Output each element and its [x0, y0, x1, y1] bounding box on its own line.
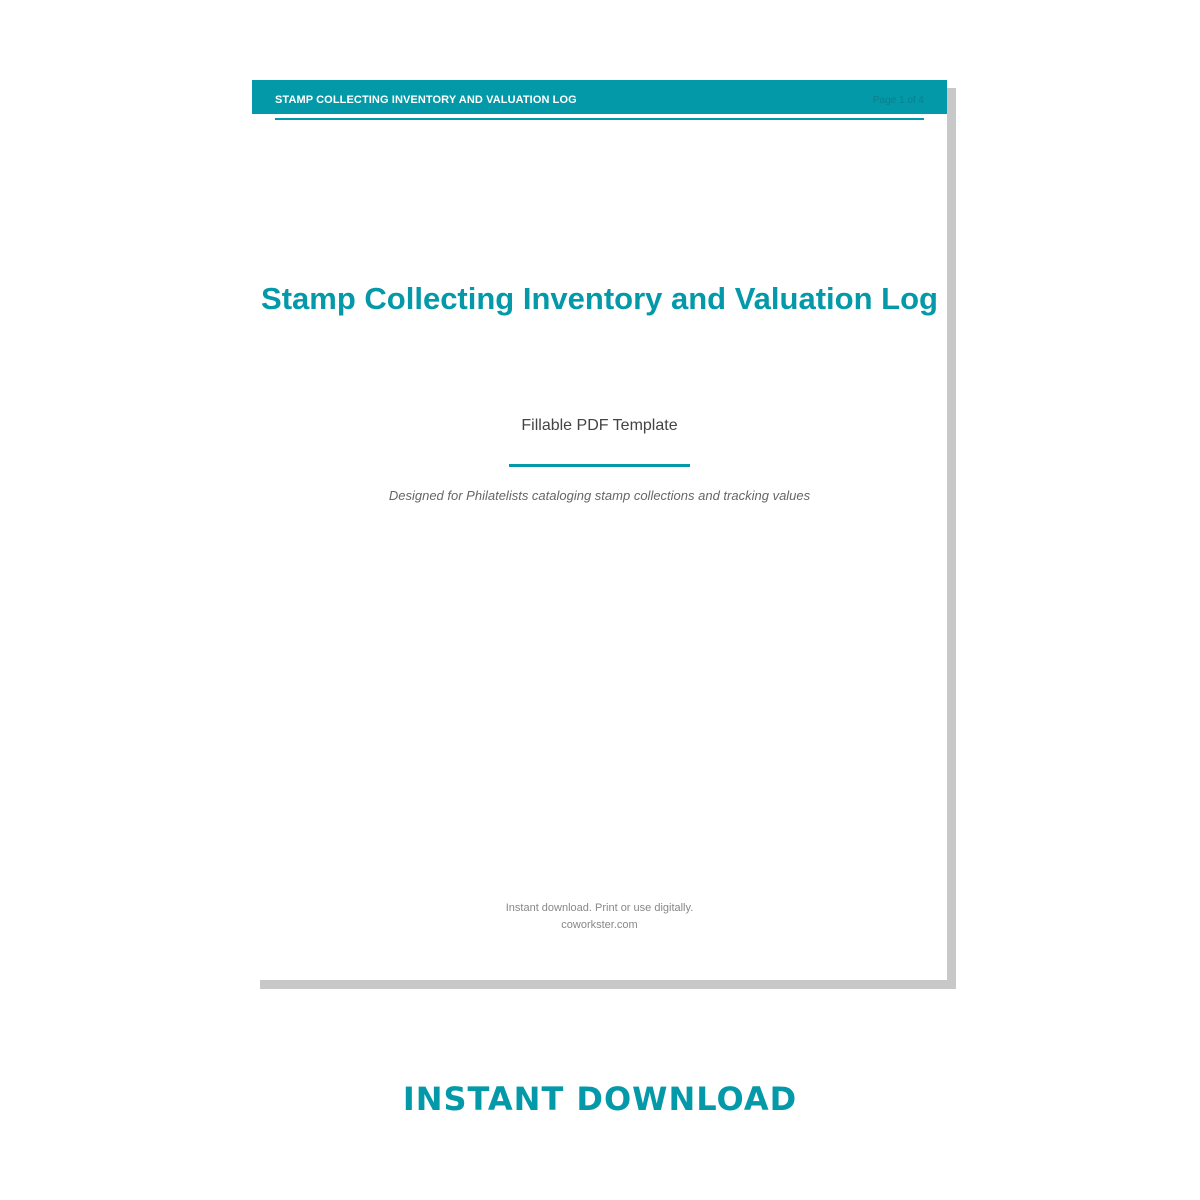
- document-page: [252, 80, 947, 980]
- header-title: STAMP COLLECTING INVENTORY AND VALUATION LOG: [275, 94, 577, 106]
- footer-website: coworkster.com: [561, 919, 638, 931]
- page-indicator: Page 1 of 4: [872, 95, 924, 106]
- header-band: [252, 80, 947, 114]
- title-divider: [509, 464, 690, 467]
- instant-download-label: INSTANT DOWNLOAD: [402, 1080, 798, 1118]
- header-rule: [275, 118, 924, 120]
- footer-note: Instant download. Print or use digitally.: [505, 902, 694, 914]
- document-audience: Designed for Philatelists cataloging stamp collections and tracking values: [388, 488, 811, 503]
- document-title: Stamp Collecting Inventory and Valuation Log: [261, 281, 938, 316]
- document-subtitle: Fillable PDF Template: [521, 417, 678, 434]
